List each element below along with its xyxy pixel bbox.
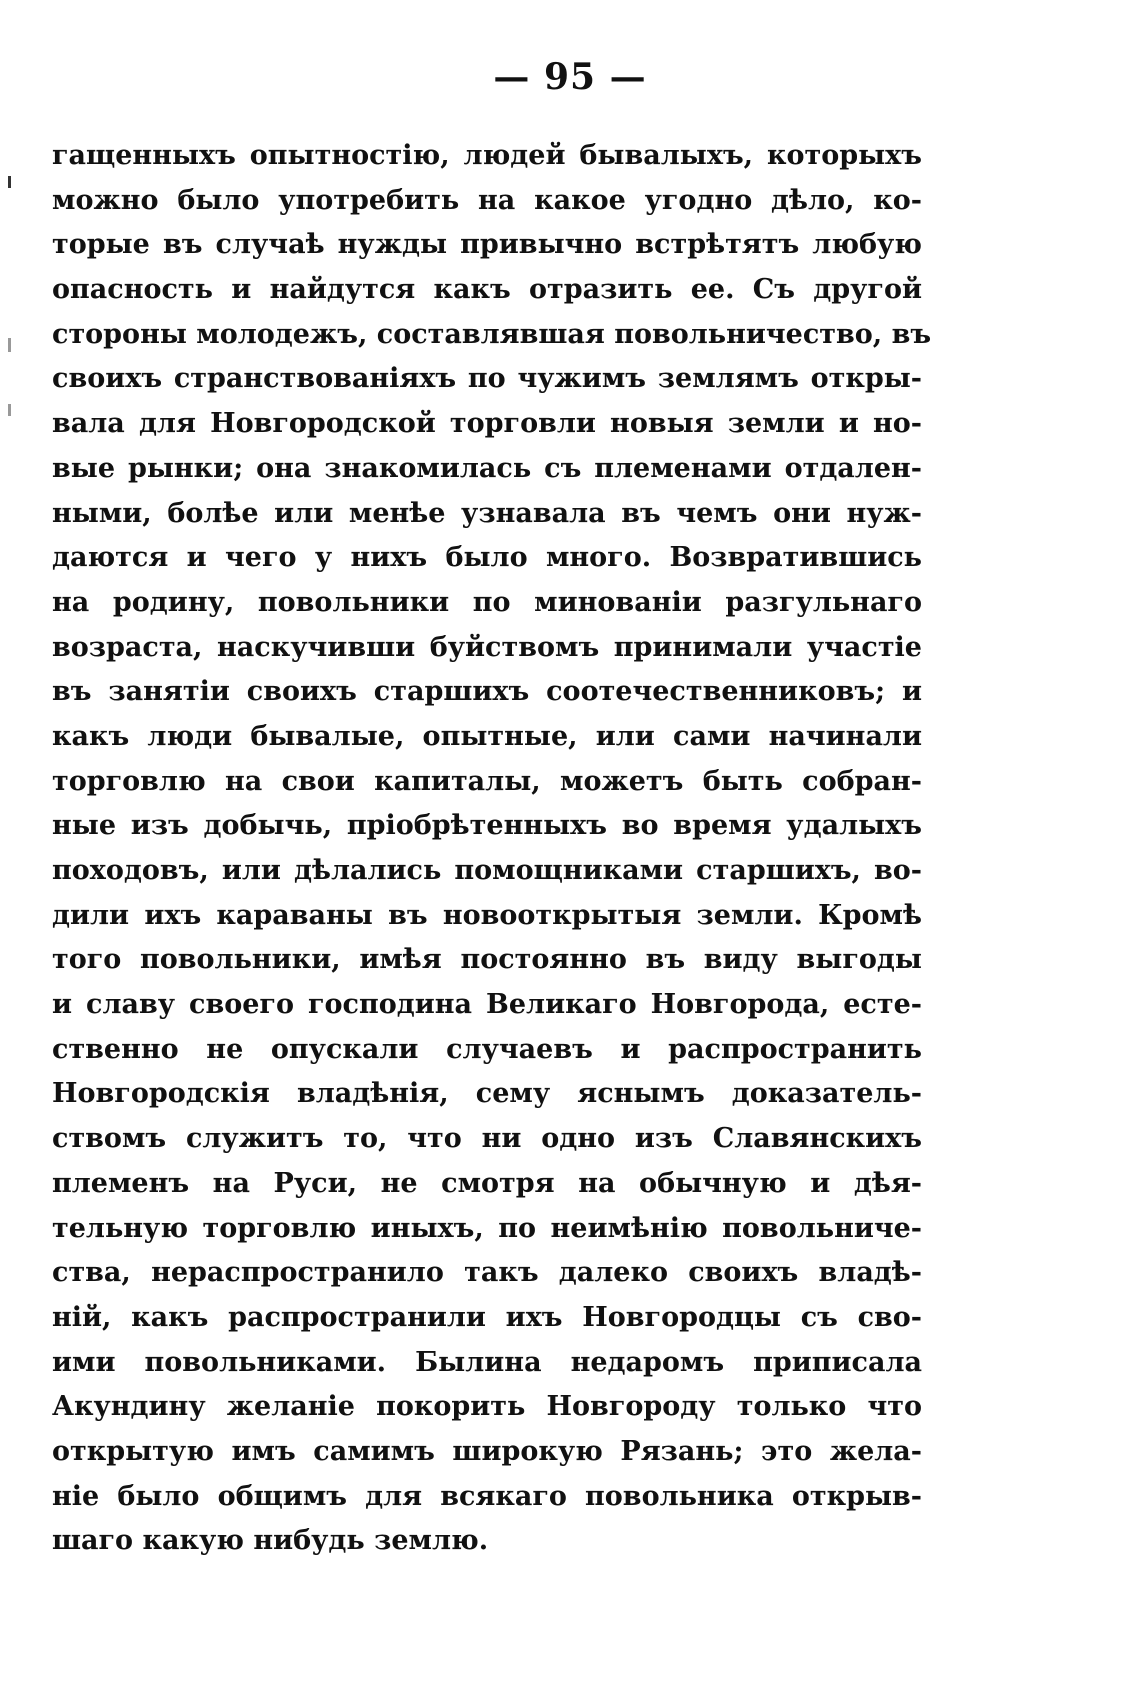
text-line: ствомъ служитъ то, что ни одно изъ Славянскихъ <box>52 1123 922 1155</box>
text-line: стороны молодежъ, составлявшая повольничество, въ <box>52 318 932 350</box>
text-line: гащенныхъ опытностію, людей бывалыхъ, которыхъ <box>52 140 922 171</box>
text-line: вала для Новгородской торговли новыя земли и но- <box>52 408 922 440</box>
text-line: своихъ странствованіяхъ по чужимъ землямъ откры- <box>52 363 922 395</box>
text-line: на родину, повольники по минованіи разгульнаго <box>52 586 922 618</box>
text-line: возраста, наскучивши буйствомъ принимали участіе <box>52 631 922 663</box>
text-line: того повольники, имѣя постоянно въ виду выгоды <box>52 944 922 976</box>
margin-scan-mark <box>8 404 11 416</box>
text-line: открытую имъ самимъ широкую Рязань; это жела- <box>52 1435 922 1467</box>
text-line: ній, какъ распространили ихъ Новгородцы съ сво- <box>52 1301 922 1333</box>
text-line: Новгородскія владѣнія, сему яснымъ доказатель- <box>52 1078 922 1110</box>
text-line: Акундину желаніе покорить Новгороду только что <box>52 1391 922 1423</box>
text-line: тельную торговлю иныхъ, по неимѣнію повольниче- <box>52 1212 922 1244</box>
text-line: ства, нераспространило такъ далеко своихъ владѣ- <box>52 1257 922 1289</box>
margin-scan-mark <box>8 176 11 188</box>
text-line: ные изъ добычь, пріобрѣтенныхъ во время удалыхъ <box>52 810 922 842</box>
page-number: — 95 — <box>493 56 647 98</box>
text-line: торые въ случаѣ нужды привычно встрѣтятъ любую <box>52 229 922 261</box>
text-line-last: шаго какую нибудь землю. <box>52 1525 489 1557</box>
text-line: племенъ на Руси, не смотря на обычную и дѣя- <box>52 1167 922 1199</box>
text-line: въ занятіи своихъ старшихъ соотечественниковъ; и <box>52 676 922 708</box>
text-line: дили ихъ караваны въ новооткрытыя земли. Кромѣ <box>52 899 922 931</box>
text-line: ными, болѣе или менѣе узнавала въ чемъ они нуж- <box>52 497 922 529</box>
margin-scan-mark <box>8 338 11 352</box>
text-line: можно было употребить на какое угодно дѣло, ко- <box>52 184 922 216</box>
text-line: ими повольниками. Былина недаромъ приписала <box>52 1346 922 1378</box>
text-line: торговлю на свои капиталы, можетъ быть собран- <box>52 765 922 797</box>
text-line: даются и чего у нихъ было много. Возвратившись <box>52 542 922 574</box>
text-line: ственно не опускали случаевъ и распространить <box>52 1033 922 1065</box>
text-line: ніе было общимъ для всякаго повольника открыв- <box>52 1480 922 1512</box>
text-line: какъ люди бывалые, опытные, или сами начинали <box>52 720 922 752</box>
body-text <box>52 134 932 1564</box>
text-line: вые рынки; она знакомилась съ племенами отдален- <box>52 452 922 484</box>
text-line: и славу своего господина Великаго Новгорода, есте- <box>52 989 922 1021</box>
text-line: опасность и найдутся какъ отразить ее. Съ другой <box>52 274 922 306</box>
text-line: походовъ, или дѣлались помощниками старшихъ, во- <box>52 855 922 886</box>
